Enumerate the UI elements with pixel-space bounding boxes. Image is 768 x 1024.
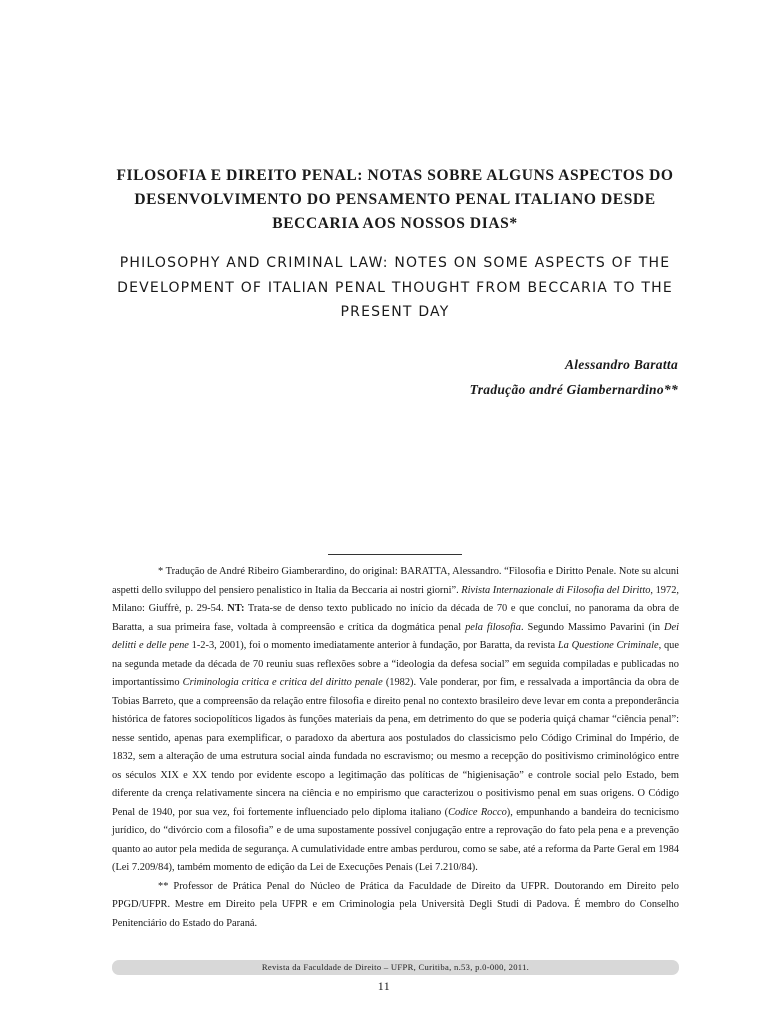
- footnote-separator: [328, 554, 462, 555]
- code-title: Codice Rocco: [448, 806, 507, 818]
- footnote-text: * Tradução de André Ribeiro Giamberardino, do original: BARATTA, Alessandro. “Filosofia e Diritto Penale. Note su alcuni aspetti dello sviluppo del pensiero penalistico in Italia da Beccaria ai nostri giorni”.: [112, 566, 679, 596]
- journal-title: Rivista Internazionale di Filosofia del Diritto: [461, 584, 651, 596]
- article-title-english: PHILOSOPHY AND CRIMINAL LAW: NOTES ON SOME ASPECTS OF THE DEVELOPMENT OF ITALIAN PENAL THOUGHT FROM BECCARIA TO THE PRESENT DAY: [117, 255, 673, 320]
- journal-footer: Revista da Faculdade de Direito – UFPR, Curitiba, n.53, p.0-000, 2011.: [112, 960, 679, 975]
- footnote-text: (1982). Vale ponderar, por fim, e ressalvada a importância da obra de Tobias Barreto, que a compreensão da relação entre filosofia e direito penal no contexto brasileiro deve levar em conta a preponderância histórica de fatores sociopolíticos ligados às funções materiais da pena, em detrimento do que se poderia quiçá chamar “ciência penal”: nesse sentido, apenas para exemplificar, o paradoxo da abertura aos postulados do classicismo pelo Código Criminal do Império, de 1832, sem a alteração de uma estrutura social ainda fundada no escravismo; ou mesmo a recepção do positivismo criminológico entre os séculos XIX e XX tendo por evidente escopo a legitimação das políticas de “higienisação” e controle social pelo Estado, bem diferente da crença relativamente sincera na ciência e no empirismo que caracterizou o positivismo penal em suas origens. O Código Penal de 1940, por sua vez, foi fortemente influenciado pelo diploma italiano (: [112, 677, 679, 818]
- footnote-text: 1-2-3, 2001), foi o momento imediatamente anterior à fundação, por Baratta, da revista: [188, 640, 558, 651]
- footnote-text: Trata-se de denso texto publicado no início da década de 70 e que concluí, no panorama da obra de Baratta, a sua primeira fase, voltada à compreensão e crítica da dogmática penal: [112, 603, 679, 633]
- footnotes: [112, 563, 679, 933]
- emphasis-text: pela filosofia: [465, 621, 521, 633]
- footnote-text: ), empunhando a bandeira do tecnicismo jurídico, do “divórcio com a filosofia” e de uma supostamente possível conjugação entre a reprovação do fato pela pena e a prevenção quanto ao autor pela medida de segurança. A cumulatividade entre ambas perdurou, como se sabe, até a reforma da Parte Geral em 1984 (Lei 7.209/84), também momento de edição da Lei de Execuções Penais (Lei 7.210/84).: [112, 806, 679, 873]
- book-title: Criminologia critica e critica del diritto penale: [182, 677, 383, 688]
- author-name: Alessandro Baratta: [564, 357, 678, 372]
- footnote-text: , que na segunda metade da década de 70 reuniu suas reflexões sobre a “ideologia da defesa social” em seguida compiladas e publicadas no importantíssimo: [112, 640, 679, 688]
- footnote-translation: [112, 563, 679, 878]
- footnote-text: . Segundo Massimo Pavarini (in: [521, 621, 664, 633]
- footnote-text: , 1972, Milano: Giuffrè, p. 29-54.: [112, 584, 679, 614]
- translator-credit: Tradução andré Giambernardino**: [469, 382, 678, 397]
- footnote-translator-bio: ** Professor de Prática Penal do Núcleo de Prática da Faculdade de Direito da UFPR. Doutorando em Direito pelo PPGD/UFPR. Mestre em Direito pela UFPR e em Criminologia pela Università Degli Studi di Padova. É membro do Conselho Penitenciário do Estado do Paraná.: [112, 880, 679, 929]
- page-number: 11: [377, 979, 391, 993]
- article-title-portuguese: FILOSOFIA E DIREITO PENAL: NOTAS SOBRE ALGUNS ASPECTOS DO DESENVOLVIMENTO DO PENSAMENTO PENAL ITALIANO DESDE BECCARIA AOS NOSSOS DIAS*: [116, 167, 674, 232]
- translator-note-label: NT:: [227, 603, 245, 614]
- journal-title: Dei delitti e delle pene: [112, 621, 679, 651]
- journal-title: La Questione Criminale: [557, 640, 659, 651]
